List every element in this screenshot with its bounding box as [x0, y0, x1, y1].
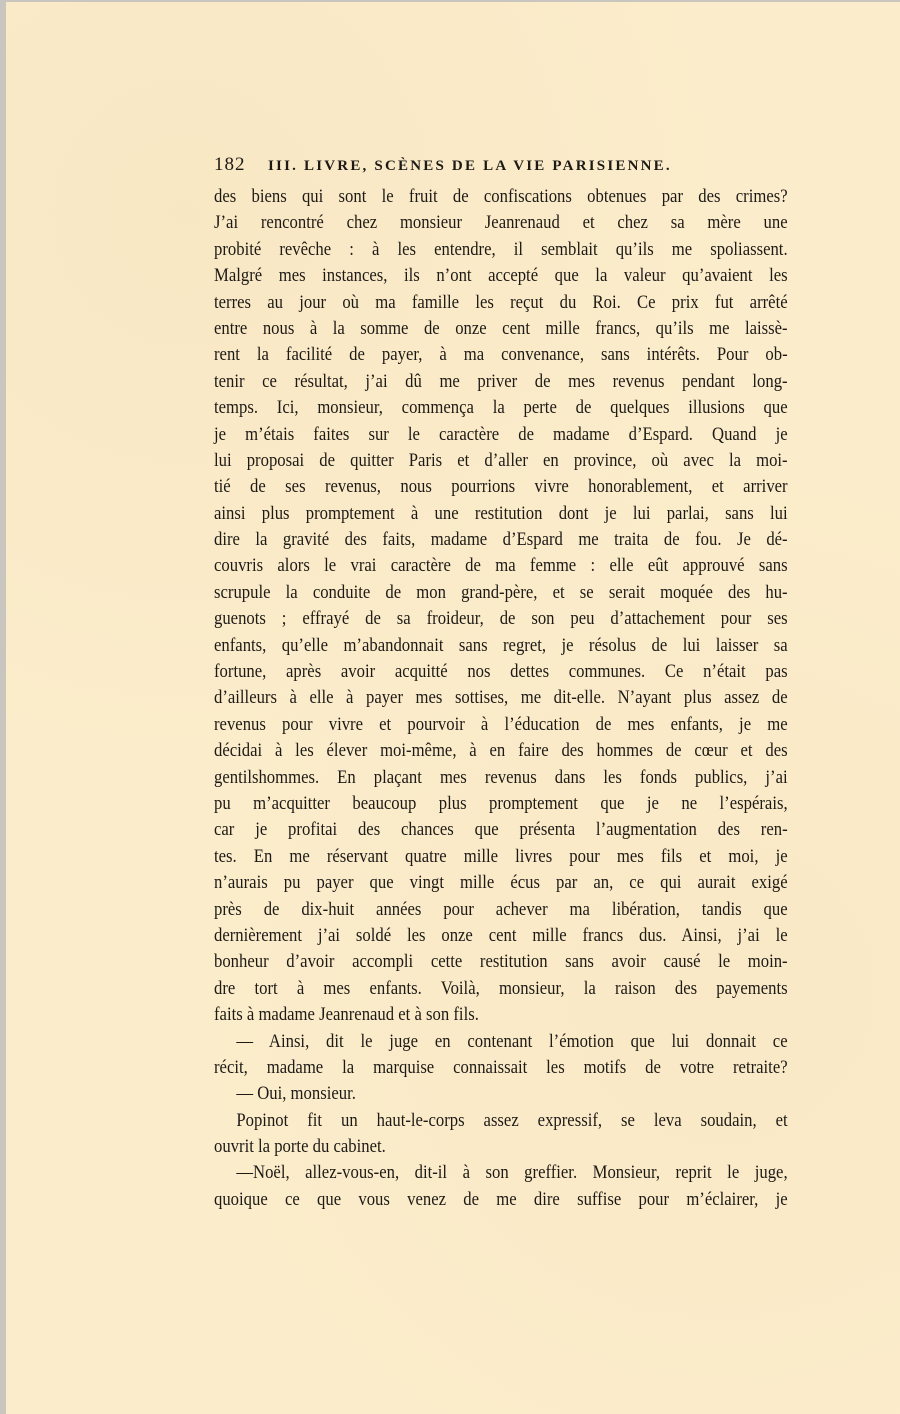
text-line: entre nous à la somme de onze cent mille francs, qu’ils me laissè- — [214, 317, 788, 339]
text-line: enfants, qu’elle m’abandonnait sans regret, je résolus de lui laisser sa — [214, 634, 788, 656]
text-line: tié de ses revenus, nous pourrions vivre honorablement, et arriver — [214, 476, 788, 498]
text-line: des biens qui sont le fruit de confiscations obtenues par des crimes? — [214, 186, 788, 207]
text-line: Malgré mes instances, ils n’ont accepté que la valeur qu’avaient les — [214, 265, 788, 287]
text-line: —Noël, allez-vous-en, dit-il à son greffier. Monsieur, reprit le juge, — [236, 1162, 788, 1184]
running-head-title: III. LIVRE, SCÈNES DE LA VIE PARISIENNE. — [268, 158, 672, 174]
text-line: n’aurais pu payer que vingt mille écus par an, ce qui aurait exigé — [214, 872, 788, 894]
text-line: tenir ce résultat, j’ai dû me priver de mes revenus pendant long- — [214, 370, 788, 392]
text-line: gentilshommes. En plaçant mes revenus dans les fonds publics, j’ai — [214, 766, 788, 788]
text-line: revenus pour vivre et pourvoir à l’éducation de mes enfants, je me — [214, 713, 788, 735]
page-number: 182 — [214, 154, 246, 175]
text-line: car je profitai des chances que présenta l’augmentation des ren- — [214, 819, 788, 841]
text-line: scrupule la conduite de mon grand-père, et se serait moquée des hu- — [214, 581, 788, 603]
text-line: probité revêche : à les entendre, il semblait qu’ils me spoliassent. — [214, 238, 788, 260]
text-line: je m’étais faites sur le caractère de madame d’Espard. Quand je — [214, 423, 788, 445]
text-line: décidai à les élever moi-même, à en faire des hommes de cœur et des — [214, 740, 788, 762]
text-line: pu m’acquitter beaucoup plus promptement que je ne l’espérais, — [214, 792, 788, 814]
text-line: dernièrement j’ai soldé les onze cent mille francs dus. Ainsi, j’ai le — [214, 924, 788, 946]
text-line: — Oui, monsieur. — [236, 1083, 356, 1105]
text-line: près de dix-huit années pour achever ma libération, tandis que — [214, 898, 788, 920]
text-line: — Ainsi, dit le juge en contenant l’émotion que lui donnait ce — [236, 1030, 788, 1052]
text-line: ouvrit la porte du cabinet. — [214, 1136, 386, 1158]
body-text — [214, 184, 788, 1213]
text-line: couvris alors le vrai caractère de ma femme : elle eût approuvé sans — [214, 555, 788, 577]
text-line: faits à madame Jeanrenaud et à son fils. — [214, 1004, 479, 1026]
text-line: guenots ; effrayé de sa froideur, de son peu d’attachement pour ses — [214, 608, 788, 630]
book-page — [6, 2, 900, 1414]
text-line: lui proposai de quitter Paris et d’aller en province, où avec la moi- — [214, 449, 788, 471]
text-line: récit, madame la marquise connaissait les motifs de votre retraite? — [214, 1056, 788, 1078]
text-line: bonheur d’avoir accompli cette restitution sans avoir causé le moin- — [214, 951, 788, 973]
text-line: dire la gravité des faits, madame d’Espard me traita de fou. Je dé- — [214, 529, 788, 551]
text-line: d’ailleurs à elle à payer mes sottises, me dit-elle. N’ayant plus assez de — [214, 687, 788, 709]
text-line: Popinot fit un haut-le-corps assez expressif, se leva soudain, et — [236, 1109, 788, 1131]
text-line: fortune, après avoir acquitté nos dettes communes. Ce n’était pas — [214, 661, 788, 683]
text-line: terres au jour où ma famille les reçut du Roi. Ce prix fut arrêté — [214, 291, 788, 313]
text-line: rent la facilité de payer, à ma convenance, sans intérêts. Pour ob- — [214, 344, 788, 366]
text-line: ainsi plus promptement à une restitution dont je lui parlai, sans lui — [214, 502, 788, 524]
text-block — [214, 154, 788, 1213]
text-line: quoique ce que vous venez de me dire suffise pour m’éclairer, je — [214, 1188, 788, 1210]
text-line: dre tort à mes enfants. Voilà, monsieur, la raison des payements — [214, 977, 788, 999]
text-line: J’ai rencontré chez monsieur Jeanrenaud et chez sa mère une — [214, 212, 788, 234]
running-head — [214, 154, 788, 184]
text-line: temps. Ici, monsieur, commença la perte de quelques illusions que — [214, 397, 788, 419]
text-line: tes. En me réservant quatre mille livres pour mes fils et moi, je — [214, 845, 788, 867]
